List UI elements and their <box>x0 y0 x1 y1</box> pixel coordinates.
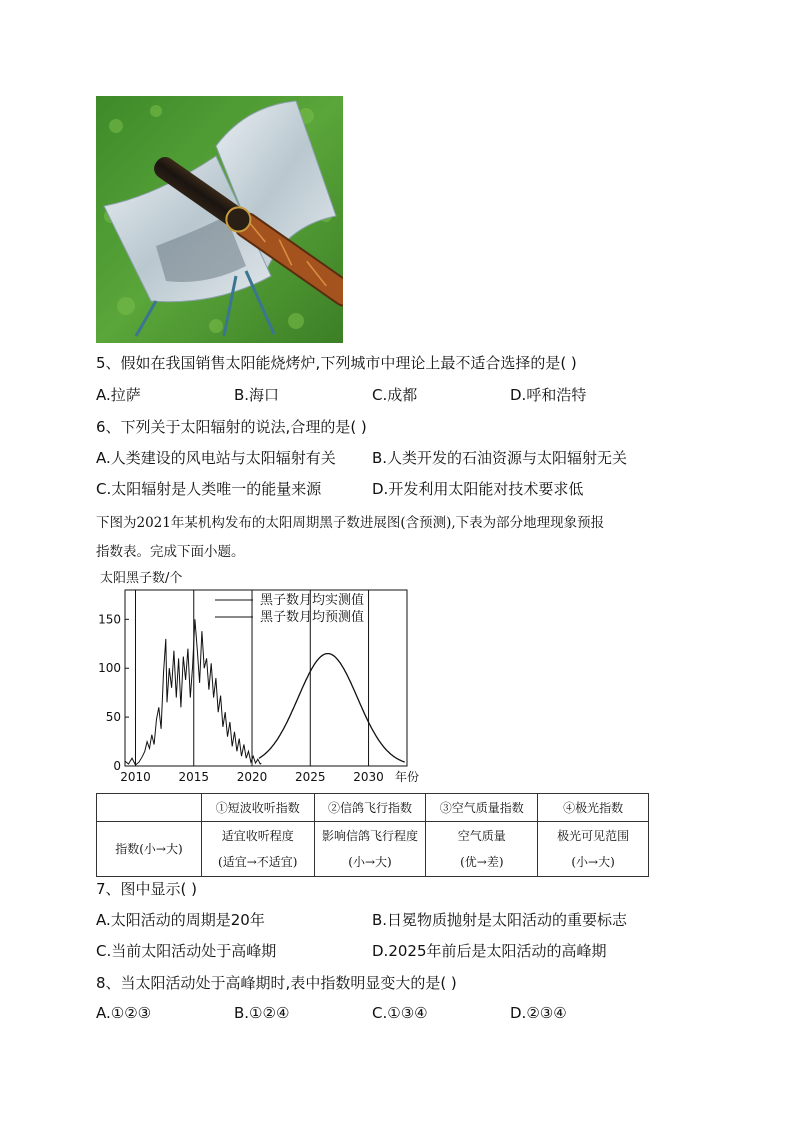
cell-line: (优→差) <box>460 855 504 869</box>
x-tick-label: 2010 <box>120 770 151 784</box>
index-table <box>96 793 649 877</box>
cell-line: 空气质量 <box>457 829 506 843</box>
y-tick-label: 0 <box>113 759 121 773</box>
q8-option-a[interactable]: A.①②③ <box>96 1004 152 1022</box>
q5-option-b[interactable]: B.海口 <box>234 386 280 404</box>
q7-option-b[interactable]: B.日冕物质抛射是太阳活动的重要标志 <box>372 911 628 929</box>
table-header-empty <box>97 794 202 822</box>
q8-option-d[interactable]: D.②③④ <box>510 1004 567 1022</box>
cell-line: (小→大) <box>348 855 392 869</box>
table-header-pigeon: ②信鸽飞行指数 <box>314 794 426 822</box>
table-cell <box>426 822 538 877</box>
q6-option-b[interactable]: B.人类开发的石油资源与太阳辐射无关 <box>372 449 628 467</box>
y-tick-label: 150 <box>98 612 121 627</box>
cell-line: 影响信鸽飞行程度 <box>322 829 419 843</box>
table-cell <box>314 822 426 877</box>
intro-line-1: 下图为2021年某机构发布的太阳周期黑子数进展图(含预测),下表为部分地理现象预报 <box>96 515 605 531</box>
q8-option-b[interactable]: B.①②④ <box>234 1004 290 1022</box>
x-axis-label: 年份 <box>395 770 420 784</box>
table-row-label: 指数(小→大) <box>97 822 202 877</box>
cell-line: (适宜→不适宜) <box>218 855 298 869</box>
question-8-stem: 8、当太阳活动处于高峰期时,表中指数明显变大的是( ) <box>96 974 457 992</box>
x-tick-label: 2025 <box>295 770 326 784</box>
q7-option-d[interactable]: D.2025年前后是太阳活动的高峰期 <box>372 942 607 960</box>
question-5-stem: 5、假如在我国销售太阳能烧烤炉,下列城市中理论上最不适合选择的是( ) <box>96 354 577 372</box>
q7-option-c[interactable]: C.当前太阳活动处于高峰期 <box>96 942 277 960</box>
x-tick-label: 2015 <box>178 770 210 784</box>
y-tick-label: 50 <box>105 710 121 725</box>
table-cell <box>201 822 314 877</box>
question-7-stem: 7、图中显示( ) <box>96 880 198 898</box>
table-cell <box>538 822 649 877</box>
q8-option-c[interactable]: C.①③④ <box>372 1004 428 1022</box>
solar-cooker-photo <box>96 96 343 343</box>
question-6-stem: 6、下列关于太阳辐射的说法,合理的是( ) <box>96 418 367 436</box>
table-header-aurora: ④极光指数 <box>538 794 649 822</box>
predicted-series-line <box>259 654 405 763</box>
q7-option-a[interactable]: A.太阳活动的周期是20年 <box>96 911 265 929</box>
q6-option-a[interactable]: A.人类建设的风电站与太阳辐射有关 <box>96 449 336 467</box>
q5-option-c[interactable]: C.成都 <box>372 386 418 404</box>
sunspot-chart <box>96 568 426 788</box>
table-header-air: ③空气质量指数 <box>426 794 538 822</box>
observed-series-line <box>125 619 261 765</box>
x-tick-label: 2030 <box>353 770 384 784</box>
y-tick-label: 100 <box>98 661 121 676</box>
cell-line: 极光可见范围 <box>557 829 630 843</box>
cell-line: (小→大) <box>571 855 615 869</box>
table-row <box>97 822 649 877</box>
x-tick-label: 2020 <box>236 770 268 784</box>
q6-option-d[interactable]: D.开发利用太阳能对技术要求低 <box>372 480 584 498</box>
legend-label: 黑子数月均实测值 <box>260 593 365 608</box>
q5-option-a[interactable]: A.拉萨 <box>96 386 141 404</box>
table-header-row <box>97 794 649 822</box>
legend-label: 黑子数月均预测值 <box>260 610 365 625</box>
intro-line-2: 指数表。完成下面小题。 <box>96 544 245 560</box>
cell-line: 适宜收听程度 <box>221 829 294 843</box>
q5-option-d[interactable]: D.呼和浩特 <box>510 386 587 404</box>
q6-option-c[interactable]: C.太阳辐射是人类唯一的能量来源 <box>96 480 322 498</box>
table-header-shortwave: ①短波收听指数 <box>201 794 314 822</box>
y-axis-label: 太阳黑子数/个 <box>100 571 183 586</box>
